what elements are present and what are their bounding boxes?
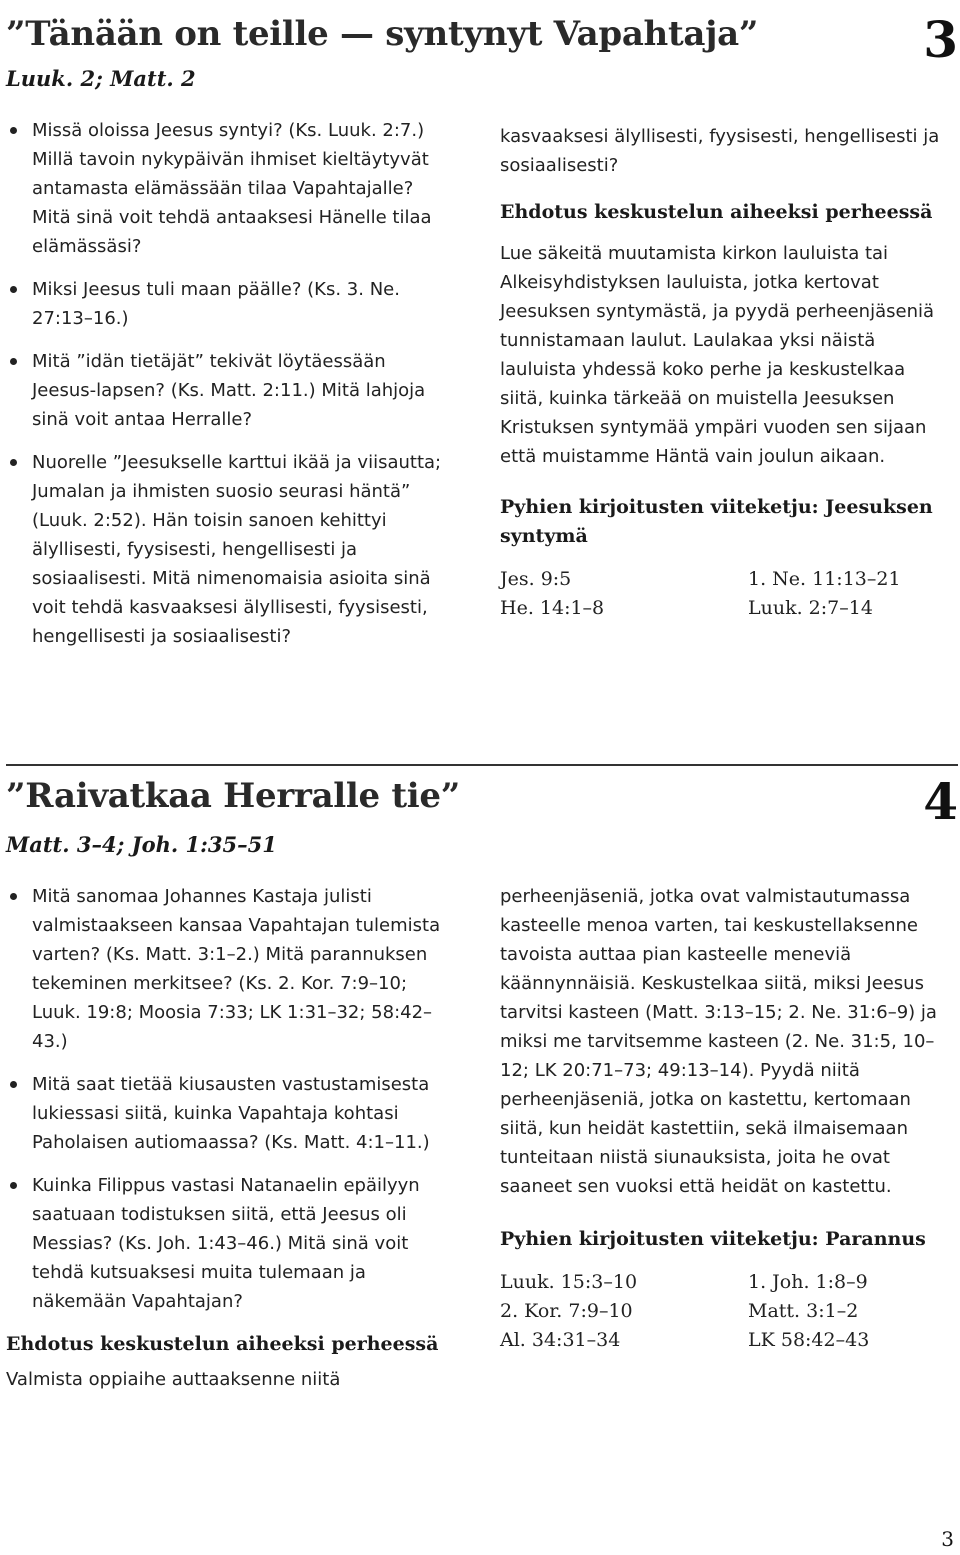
lesson-3-scripture-chain-heading: Pyhien kirjoitusten viiteketju: Jeesuksen syntymä xyxy=(500,496,933,547)
scripture-reference: Jes. 9:5 xyxy=(500,568,572,590)
scripture-reference: He. 14:1–8 xyxy=(500,597,605,619)
lesson-4-suggestion-text-continued: perheenjäseniä, jotka ovat valmistautumassa kasteelle menoa varten, tai keskustellaksenne tavoista auttaa pian kasteelle meneviä käännynnäisiä. Keskustelkaa siitä, miksi Jeesus tarvitsi kasteen (Matt. 3:13–15; 2. Ne. 31:6–9) ja miksi me tarvitsemme kasteen (2. Ne. 31:5, 10–12; LK 20:71–73; 49:13–14). Pyydä niitä perheenjäseniä, jotka on kastettu, kertomaan siitä, kun heidät kastettiin, sekä ilmaisemaan tunteitaan niistä siunauksista, joita he ovat saaneet sen vuoksi että heidät on kastettu. xyxy=(500,886,937,1197)
lesson-3-scripture-chain xyxy=(500,565,954,623)
lesson-3-left-column xyxy=(6,116,454,647)
scripture-reference: Matt. 3:1–2 xyxy=(748,1300,859,1322)
lesson-3-question-3: Mitä ”idän tietäjät” tekivät löytäessään Jeesus-lapsen? (Ks. Matt. 2:11.) Mitä lahjoja sinä voit antaa Herralle? xyxy=(6,347,454,434)
scripture-reference: 1. Ne. 11:13–21 xyxy=(748,568,901,590)
lesson-4-right-column xyxy=(500,882,954,1355)
lesson-4-suggestion-text-start: Valmista oppiaihe auttaaksenne niitä xyxy=(6,1369,341,1390)
lesson-4-question-1: Mitä sanomaa Johannes Kastaja julisti valmistaakseen kansaa Vapahtajan tulemista varten? (Ks. Matt. 3:1–2.) Mitä parannuksen tekeminen merkitsee? (Ks. 2. Kor. 7:9–10; Luuk. 19:8; Moosia 7:33; LK 1:31–32; 58:42–43.) xyxy=(6,882,454,1056)
lesson-4-question-2: Mitä saat tietää kiusausten vastustamisesta lukiessasi siitä, kuinka Vapahtaja kohtasi Paholaisen autiomaassa? (Ks. Matt. 4:1–11.) xyxy=(6,1070,454,1157)
lesson-3-right-column xyxy=(500,122,954,623)
lesson-4-left-column xyxy=(6,882,454,1394)
lesson-3-question-2: Miksi Jeesus tuli maan päälle? (Ks. 3. Ne. 27:13–16.) xyxy=(6,275,454,333)
lesson-4-scripture-chain xyxy=(500,1268,954,1355)
lesson-4-scripture-chain-heading: Pyhien kirjoitusten viiteketju: Parannus xyxy=(500,1228,926,1250)
lesson-3-question-list xyxy=(6,116,454,647)
lesson-4-suggestion-heading: Ehdotus keskustelun aiheeksi perheessä xyxy=(6,1333,439,1355)
lesson-3-number: 3 xyxy=(923,10,958,69)
lesson-3-question-1: Missä oloissa Jeesus syntyi? (Ks. Luuk. 2:7.) Millä tavoin nykypäivän ihmiset kieltäytyvät antamasta elämässään tilaa Vapahtajalle? Mitä sinä voit tehdä antaaksesi Hänelle tilaa elämässäsi? xyxy=(6,116,454,261)
lesson-3-question-4: Nuorelle ”Jeesukselle karttui ikää ja viisautta; Jumalan ja ihmisten suosio seurasi häntä” (Luuk. 2:52). Hän toisin sanoen kehittyi älyllisesti, fyysisesti, hengellisesti ja sosiaalisesti. Mitä nimenomaisia asioita sinä voit tehdä kasvaaksesi älyllisesti, fyysisesti, hengellisesti ja sosiaalisesti? xyxy=(6,448,454,622)
scripture-reference: LK 58:42–43 xyxy=(748,1329,870,1351)
lesson-3-reference: Luuk. 2; Matt. 2 xyxy=(6,66,196,91)
lesson-3-title: ”Tänään on teille — syntynyt Vapahtaja” xyxy=(6,14,759,54)
lesson-4-reference: Matt. 3–4; Joh. 1:35–51 xyxy=(6,832,277,857)
section-divider xyxy=(6,764,958,766)
lesson-4-question-3: Kuinka Filippus vastasi Natanaelin epäilyyn saatuaan todistuksen siitä, että Jeesus oli Messias? (Ks. Joh. 1:43–46.) Mitä sinä voit tehdä kutsuaksesi muita tulemaan ja näkemään Vapahtajan? xyxy=(6,1171,454,1316)
page-number: 3 xyxy=(941,1527,954,1551)
scripture-reference: Luuk. 15:3–10 xyxy=(500,1271,638,1293)
lesson-4-question-list xyxy=(6,882,454,1316)
lesson-3-suggestion-heading: Ehdotus keskustelun aiheeksi perheessä xyxy=(500,201,933,223)
scripture-reference: Al. 34:31–34 xyxy=(500,1329,621,1351)
lesson-3-question-4-continued: kasvaaksesi älyllisesti, fyysisesti, hengellisesti ja sosiaalisesti? xyxy=(500,126,940,176)
scripture-reference: 1. Joh. 1:8–9 xyxy=(748,1271,868,1293)
lesson-4-title: ”Raivatkaa Herralle tie” xyxy=(6,776,461,816)
lesson-4-number: 4 xyxy=(923,772,958,831)
scripture-reference: 2. Kor. 7:9–10 xyxy=(500,1300,633,1322)
scripture-reference: Luuk. 2:7–14 xyxy=(748,597,873,619)
lesson-3-suggestion-text: Lue säkeitä muutamista kirkon lauluista tai Alkeisyhdistyksen lauluista, jotka kertovat Jeesuksen syntymästä, ja pyydä perheenjäseniä tunnistamaan laulut. Laulakaa yksi näistä lauluista yhdessä koko perhe ja keskustelkaa siitä, kuinka tärkeää on muistella Jeesuksen Kristuksen syntymää ympäri vuoden sen sijaan että muistamme Häntä vain joulun aikaan. xyxy=(500,243,935,467)
